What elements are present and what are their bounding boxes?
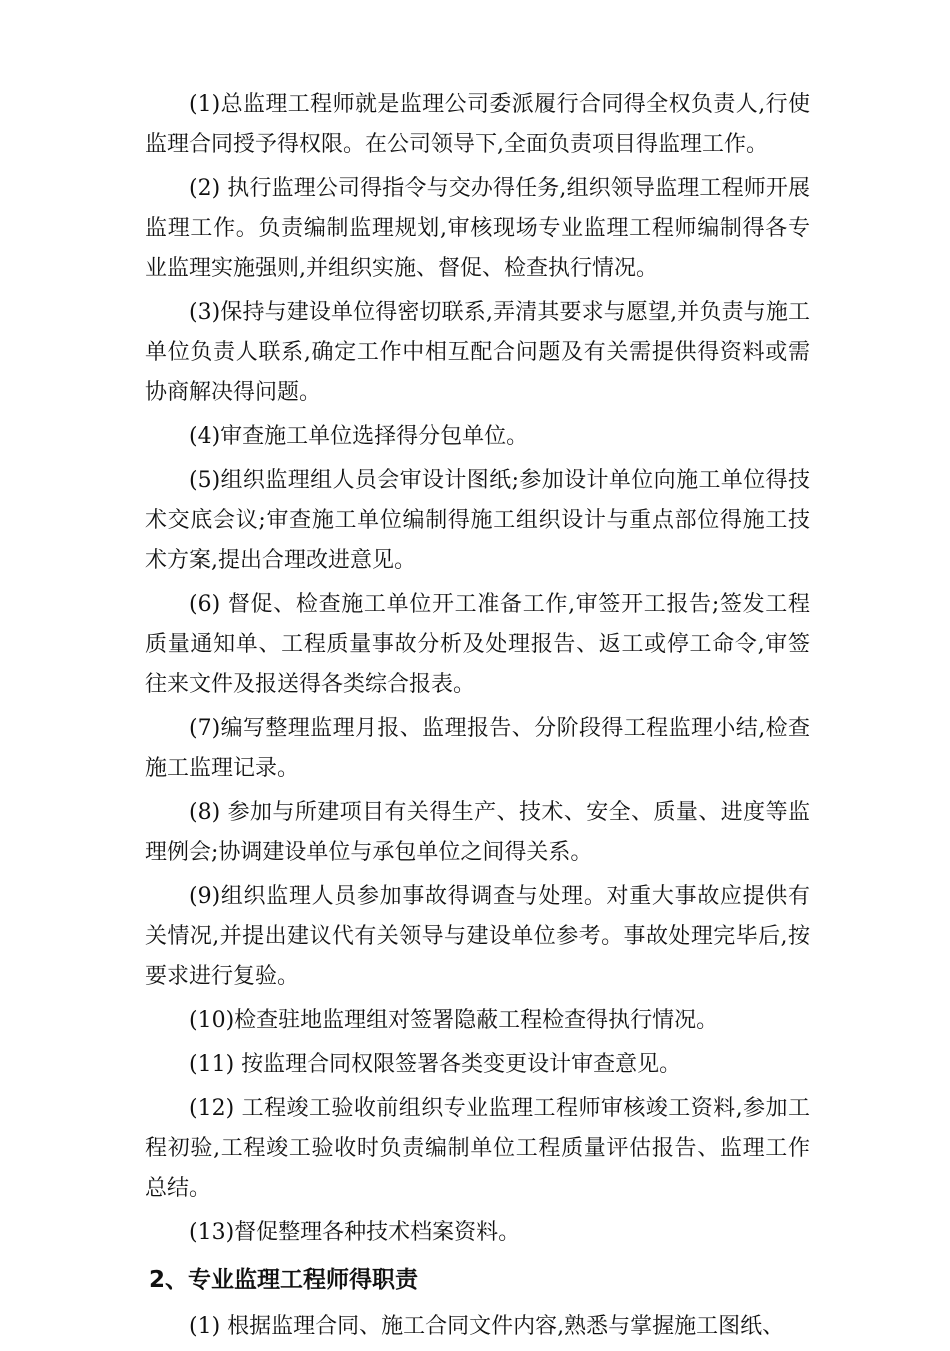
duty-paragraph-9: (9)组织监理人员参加事故得调查与处理。对重大事故应提供有关情况,并提出建议代有关领导与建设单位参考。事故处理完毕后,按要求进行复验。 — [145, 884, 810, 989]
duty-paragraph-11: (11) 按监理合同权限签署各类变更设计审查意见。 — [189, 1052, 682, 1077]
duty-paragraph-10: (10)检查驻地监理组对签署隐蔽工程检查得执行情况。 — [189, 1008, 719, 1033]
duty-paragraph-4: (4)审查施工单位选择得分包单位。 — [189, 424, 529, 449]
duty-paragraph-12: (12) 工程竣工验收前组织专业监理工程师审核竣工资料,参加工程初验,工程竣工验收时负责编制单位工程质量评估报告、监理工作总结。 — [145, 1096, 810, 1201]
duty-paragraph-8: (8) 参加与所建项目有关得生产、技术、安全、质量、进度等监理例会;协调建设单位与承包单位之间得关系。 — [145, 800, 810, 865]
document-page — [145, 85, 810, 1351]
duty-paragraph-2: (2) 执行监理公司得指令与交办得任务,组织领导监理工程师开展监理工作。负责编制监理规划,审核现场专业监理工程师编制得各专业监理实施强则,并组织实施、督促、检查执行情况。 — [145, 176, 810, 281]
section-heading: 2、专业监理工程师得职责 — [149, 1267, 419, 1293]
duty-paragraph-13: (13)督促整理各种技术档案资料。 — [189, 1220, 521, 1245]
duty-paragraph-3: (3)保持与建设单位得密切联系,弄清其要求与愿望,并负责与施工单位负责人联系,确定工作中相互配合问题及有关需提供得资料或需协商解决得问题。 — [145, 300, 810, 405]
duty-paragraph-1: (1)总监理工程师就是监理公司委派履行合同得全权负责人,行使监理合同授予得权限。在公司领导下,全面负责项目得监理工作。 — [145, 92, 810, 157]
duty-paragraph-6: (6) 督促、检查施工单位开工准备工作,审签开工报告;签发工程质量通知单、工程质量事故分析及处理报告、返工或停工命令,审签往来文件及报送得各类综合报表。 — [145, 592, 810, 697]
specialist-duty-paragraph-1: (1) 根据监理合同、施工合同文件内容,熟悉与掌握施工图纸、 — [189, 1314, 785, 1339]
duty-paragraph-7: (7)编写整理监理月报、监理报告、分阶段得工程监理小结,检查施工监理记录。 — [145, 716, 810, 781]
duty-paragraph-5: (5)组织监理组人员会审设计图纸;参加设计单位向施工单位得技术交底会议;审查施工单位编制得施工组织设计与重点部位得施工技术方案,提出合理改进意见。 — [145, 468, 810, 573]
